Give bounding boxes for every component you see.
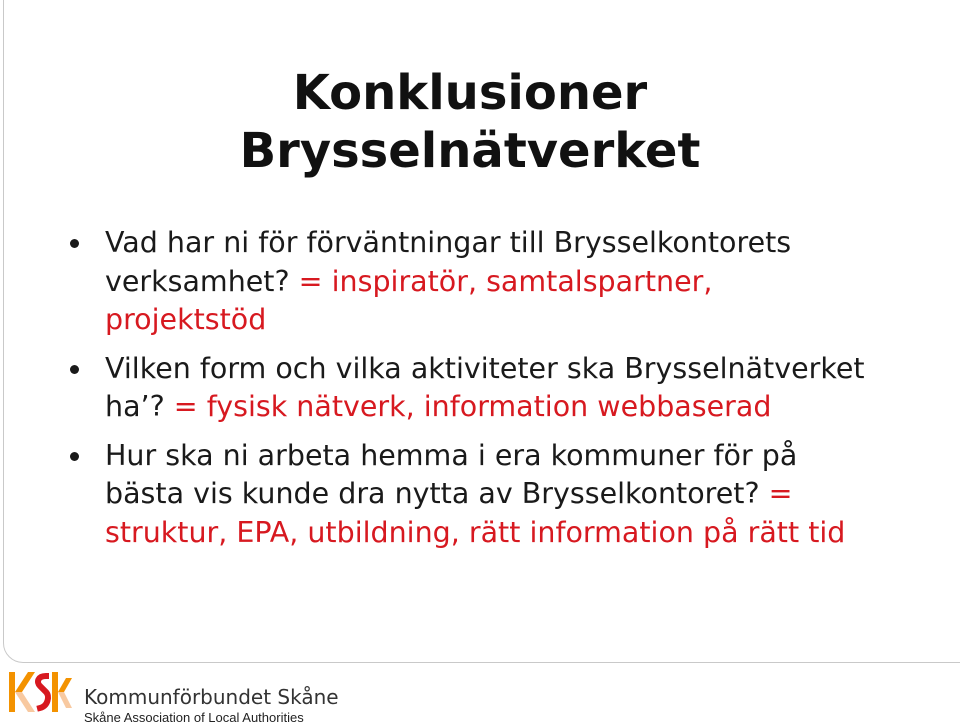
bullet-dot-icon [70,239,79,248]
slide-title [0,64,940,180]
bullet-answer: = inspiratör, samtalspartner, projektstöd [105,264,713,336]
bullet-item [70,437,870,553]
org-name: Kommunförbundet Skåne [84,685,339,709]
ksk-logo-icon [8,668,72,716]
bullet-question: Hur ska ni arbeta hemma i era kommuner för på bästa vis kunde dra nytta av Brysselkontoret? [105,438,798,510]
bullet-question: Vad har ni för förväntningar till Brysselkontorets verksamhet? [105,226,792,298]
bullet-question: Vilken form och vilka aktiviteter ska Brysselnätverket ha’? [105,351,865,423]
bullet-dot-icon [70,365,79,374]
bullet-list [70,224,870,562]
bullet-item [70,350,870,427]
bullet-answer: = struktur, EPA, utbildning, rätt information på rätt tid [105,477,846,549]
title-line-1: Konklusioner [292,65,648,121]
org-subtitle: Skåne Association of Local Authorities [84,710,304,725]
title-line-2: Brysselnätverket [239,123,701,179]
bullet-item [70,224,870,340]
bullet-dot-icon [70,452,79,461]
bullet-answer: = fysisk nätverk, information webbaserad [164,390,772,423]
